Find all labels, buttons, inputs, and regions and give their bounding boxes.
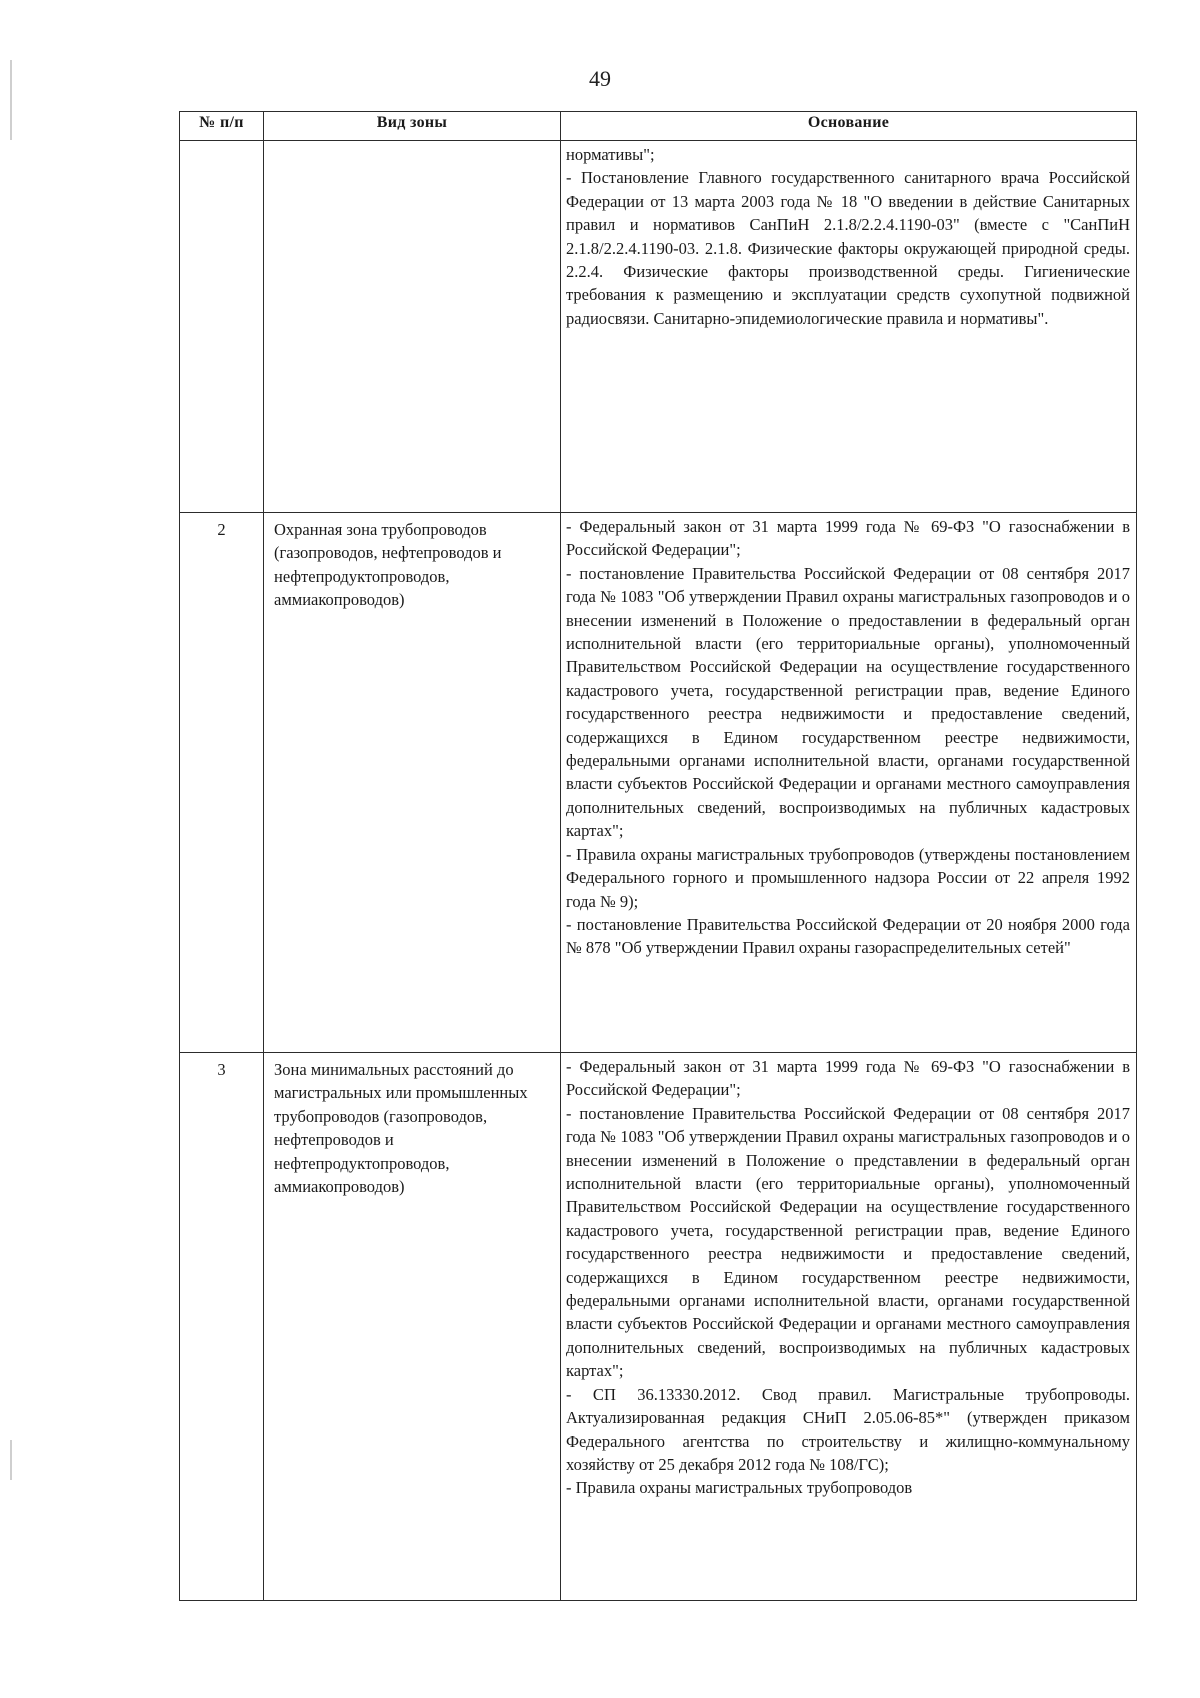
basis-paragraph: - Правила охраны магистральных трубопроводов <box>566 1478 913 1498</box>
row-num: 2 <box>180 513 264 1053</box>
basis-paragraph: - Правила охраны магистральных трубопроводов (утверждены постановлением Федерального горного и промышленного надзора России от 22 апреля 1992 года № 9); <box>566 844 1130 911</box>
header-basis: Основание <box>561 112 1137 141</box>
basis-paragraph: - СП 36.13330.2012. Свод правил. Магистральные трубопроводы. Актуализированная редакция СНиП 2.05.06-85*" (утвержден приказом Федерального агентства по строительству и жилищно-коммунальному хозяйству от 25 декабря 2012 года № 108/ГС); <box>566 1384 1130 1474</box>
row-zone: Охранная зона трубопроводов (газопроводов, нефтепроводов и нефтепродуктопроводов, аммиакопроводов) <box>264 513 561 1053</box>
table-row-2 <box>180 513 1137 1053</box>
basis-paragraph: - постановление Правительства Российской Федерации от 08 сентября 2017 года № 1083 "Об утверждении Правил охраны магистральных газопроводов и о внесении изменений в Положение о предоставлении в федеральный орган исполнительной власти (его территориальные органы), уполномоченный Правительством Российской Федерации на осуществление государственного кадастрового учета, государственной регистрации прав, ведение Единого государственного реестра недвижимости и предоставление сведений, содержащихся в Едином государственном реестре недвижимости, федеральными органами исполнительной власти, органами государственной власти субъектов Российской Федерации и органами местного самоуправления дополнительных сведений, воспроизводимых на публичных кадастровых картах"; <box>566 563 1130 841</box>
row-zone <box>264 141 561 513</box>
row-basis <box>561 141 1137 513</box>
row-basis <box>561 513 1137 1053</box>
table-row-continuation <box>180 141 1137 513</box>
row-zone: Зона минимальных расстояний до магистральных или промышленных трубопроводов (газопроводов, нефтепроводов и нефтепродуктопроводов, аммиакопроводов) <box>264 1053 561 1601</box>
row-num <box>180 141 264 513</box>
table-row-3 <box>180 1053 1137 1601</box>
basis-paragraph: - Федеральный закон от 31 марта 1999 года № 69-ФЗ "О газоснабжении в Российской Федерации"; <box>566 1057 1130 1100</box>
basis-paragraph: - Постановление Главного государственного санитарного врача Российской Федерации от 13 марта 2003 года № 18 "О введении в действие Санитарных правил и нормативов СанПиН 2.1.8/2.2.4.1190-03" (вместе с "СанПиН 2.1.8/2.2.4.1190-03. 2.1.8. Физические факторы окружающей природной среды. 2.2.4. Физические факторы производственной среды. Гигиенические требования к размещению и эксплуатации средств сухопутной подвижной радиосвязи. Санитарно-эпидемиологические правила и нормативы". <box>566 168 1130 328</box>
page-number: 49 <box>589 66 611 91</box>
table-header-row <box>180 112 1137 141</box>
basis-paragraph: - постановление Правительства Российской Федерации от 20 ноября 2000 года № 878 "Об утверждении Правил охраны газораспределительных сетей" <box>566 914 1130 958</box>
header-zone: Вид зоны <box>264 112 561 141</box>
basis-paragraph: нормативы"; <box>566 145 655 164</box>
zones-table <box>179 111 1137 1601</box>
row-num: 3 <box>180 1053 264 1601</box>
header-num: № п/п <box>180 112 264 141</box>
scan-edge-mark-bottom <box>10 1440 12 1480</box>
row-basis <box>561 1053 1137 1601</box>
basis-paragraph: - постановление Правительства Российской Федерации от 08 сентября 2017 года № 1083 "Об утверждении Правил охраны магистральных газопроводов и о внесении изменений в Положение о представлении в федеральный орган исполнительной власти (его территориальные органы), уполномоченный Правительством Российской Федерации на осуществление государственного кадастрового учета, государственной регистрации прав, ведение Единого государственного реестра недвижимости и предоставление сведений, содержащихся в Едином государственном реестре недвижимости, федеральными органами исполнительной власти, органами государственной власти субъектов Российской Федерации и органами местного самоуправления дополнительных сведений, воспроизводимых на публичных кадастровых картах"; <box>566 1103 1130 1381</box>
basis-paragraph: - Федеральный закон от 31 марта 1999 года № 69-ФЗ "О газоснабжении в Российской Федерации"; <box>566 517 1130 560</box>
